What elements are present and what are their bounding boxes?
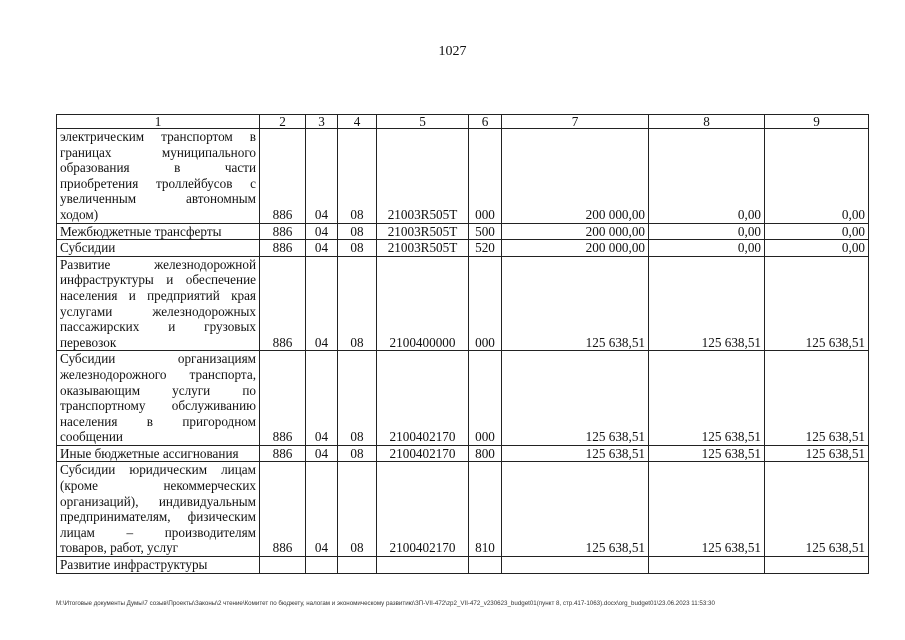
cell-subsection: 08 [338,223,377,240]
cell-amount-col9: 125 638,51 [765,462,869,557]
cell-subsection: 08 [338,462,377,557]
description-line: железнодорожного транспорта, [60,366,256,382]
description-line: Иные бюджетные ассигнования [60,445,239,461]
cell-section: 04 [306,351,338,446]
description-line: транспортному обслуживанию [60,398,256,414]
col-header-6: 6 [469,115,502,129]
cell-description [57,557,260,574]
cell-amount-col8: 0,00 [649,240,765,257]
cell-subsection: 08 [338,445,377,462]
cell-target-article: 21003R505T [377,223,469,240]
cell-expense-type: 000 [469,256,502,351]
col-header-1: 1 [57,115,260,129]
description-line: Субсидии юридическим лицам [60,462,256,478]
cell-amount-col7 [502,557,649,574]
col-header-7: 7 [502,115,649,129]
description-line: Субсидии [60,240,116,256]
cell-ved: 886 [260,351,306,446]
table-row [57,462,869,557]
description-line: населения в пригородном [60,413,256,429]
cell-target-article: 2100402170 [377,351,469,446]
cell-amount-col8: 0,00 [649,129,765,224]
cell-amount-col7: 200 000,00 [502,240,649,257]
cell-description [57,223,260,240]
cell-amount-col9 [765,557,869,574]
cell-expense-type: 000 [469,351,502,446]
description-line: электрическим транспортом в [60,129,256,144]
cell-ved: 886 [260,256,306,351]
cell-amount-col9: 125 638,51 [765,445,869,462]
col-header-3: 3 [306,115,338,129]
cell-description [57,129,260,224]
col-header-4: 4 [338,115,377,129]
table-row [57,129,869,224]
table-row [57,445,869,462]
table-row [57,351,869,446]
table-row [57,557,869,574]
cell-description [57,240,260,257]
cell-description [57,462,260,557]
cell-ved [260,557,306,574]
description-line: Субсидии организациям [60,351,256,367]
cell-section: 04 [306,462,338,557]
cell-ved: 886 [260,129,306,224]
description-line: Развитие инфраструктуры [60,557,208,573]
table-row [57,240,869,257]
description-line: населения и предприятий края [60,287,256,303]
cell-expense-type: 500 [469,223,502,240]
cell-amount-col9: 125 638,51 [765,256,869,351]
cell-subsection: 08 [338,240,377,257]
description-line: ходом) [60,206,99,222]
cell-amount-col8: 125 638,51 [649,256,765,351]
description-line: образования в части [60,160,256,176]
description-line: приобретения троллейбусов с [60,175,256,191]
cell-subsection: 08 [338,129,377,224]
cell-amount-col9: 0,00 [765,240,869,257]
budget-table [56,114,869,574]
cell-amount-col7: 125 638,51 [502,351,649,446]
description-line: лицам – производителям [60,524,256,540]
cell-ved: 886 [260,445,306,462]
cell-ved: 886 [260,223,306,240]
cell-expense-type: 520 [469,240,502,257]
cell-description [57,256,260,351]
cell-target-article [377,557,469,574]
cell-amount-col7: 200 000,00 [502,129,649,224]
cell-expense-type: 000 [469,129,502,224]
cell-amount-col9: 0,00 [765,223,869,240]
cell-target-article: 2100402170 [377,445,469,462]
description-line: Межбюджетные трансферты [60,223,222,239]
cell-target-article: 21003R505T [377,240,469,257]
cell-amount-col8: 125 638,51 [649,445,765,462]
cell-section: 04 [306,240,338,257]
description-line: увеличенным автономным [60,191,256,207]
cell-target-article: 21003R505T [377,129,469,224]
cell-amount-col7: 125 638,51 [502,445,649,462]
cell-ved: 886 [260,462,306,557]
description-line: сообщении [60,429,123,445]
description-line: услугами железнодорожных [60,303,256,319]
col-header-9: 9 [765,115,869,129]
cell-expense-type [469,557,502,574]
cell-description [57,351,260,446]
cell-section: 04 [306,256,338,351]
cell-amount-col9: 0,00 [765,129,869,224]
cell-amount-col7: 125 638,51 [502,256,649,351]
header-row [57,115,869,129]
col-header-8: 8 [649,115,765,129]
cell-section: 04 [306,445,338,462]
description-line: (кроме некоммерческих [60,478,256,494]
table-body [57,129,869,574]
cell-amount-col8: 125 638,51 [649,462,765,557]
cell-description [57,445,260,462]
cell-amount-col7: 125 638,51 [502,462,649,557]
description-line: пассажирских и грузовых [60,319,256,335]
cell-expense-type: 810 [469,462,502,557]
col-header-2: 2 [260,115,306,129]
table-row [57,223,869,240]
cell-subsection [338,557,377,574]
cell-amount-col8: 125 638,51 [649,351,765,446]
description-line: оказывающим услуги по [60,382,256,398]
description-line: Развитие железнодорожной [60,256,256,272]
cell-target-article: 2100400000 [377,256,469,351]
description-line: товаров, работ, услуг [60,540,179,556]
file-path-footer: M:\Итоговые документы Думы\7 созыв\Проекты\Законы\2 чтение\Комитет по бюджету, налогам и экономическому развитию\ЗП-VII-472\zp2_VII-472_v230623_budget01(пункт 8, стр.417-1063).docx\org_budget01\23.06.2023 11:53:30 [56,600,715,607]
page-number: 1027 [438,44,467,59]
cell-amount-col8: 0,00 [649,223,765,240]
cell-section [306,557,338,574]
table-row [57,256,869,351]
description-line: инфраструктуры и обеспечение [60,272,256,288]
cell-section: 04 [306,223,338,240]
cell-section: 04 [306,129,338,224]
cell-ved: 886 [260,240,306,257]
description-line: организаций), индивидуальным [60,493,256,509]
cell-amount-col8 [649,557,765,574]
col-header-5: 5 [377,115,469,129]
cell-amount-col9: 125 638,51 [765,351,869,446]
description-line: границах муниципального [60,144,256,160]
cell-target-article: 2100402170 [377,462,469,557]
description-line: предпринимателям, физическим [60,509,256,525]
cell-subsection: 08 [338,256,377,351]
cell-amount-col7: 200 000,00 [502,223,649,240]
cell-subsection: 08 [338,351,377,446]
description-line: перевозок [60,334,117,350]
cell-expense-type: 800 [469,445,502,462]
